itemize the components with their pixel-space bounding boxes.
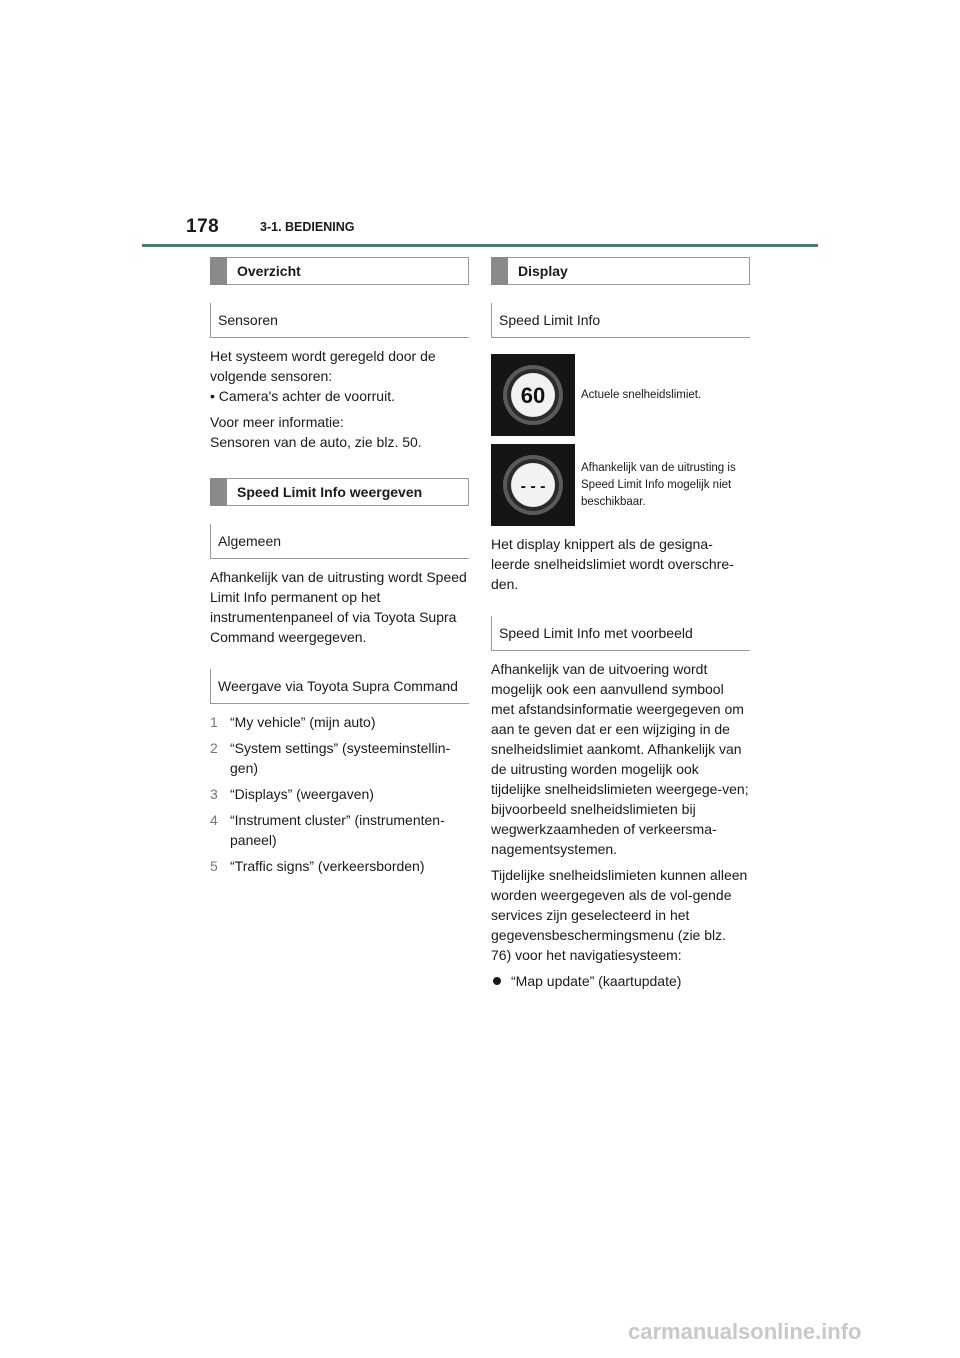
sli-heading-box	[210, 478, 469, 506]
example-text-1: Afhankelijk van de uitvoering wordt mogelijk ook een aanvullend symbool met afstandsinformatie weergegeven om aan te geven dat er een wijziging in de snelheidslimiet aankomt. Afhankelijk van de uitrusting worden mogelijk ook tijdelijke snelheidslimieten weergege-ven; bijvoorbeeld snelheidslimieten bij wegwerkzaamheden of verkeersma-nagementsystemen.	[491, 661, 749, 857]
speed-limit-figure	[491, 354, 750, 436]
step-number: 3	[210, 786, 218, 802]
example-text-2: Tijdelijke snelheidslimieten kunnen alleen worden weergegeven als de vol-gende services zijn geselecteerd in het gegevensbeschermingsmenu (zie blz. 76) voor het navigatiesysteem:	[491, 867, 748, 963]
step-number: 2	[210, 740, 218, 756]
sign-value: - - -	[520, 478, 546, 495]
step-item	[210, 712, 469, 732]
speed-limit-sign-image	[491, 354, 575, 436]
step-item	[210, 856, 469, 876]
sensors-bullet: • Camera's achter de voorruit.	[210, 388, 395, 404]
right-column	[491, 257, 750, 991]
blink-text: Het display knippert als de gesigna-leerde snelheidslimiet wordt overschre-den.	[491, 536, 734, 592]
general-heading: Algemeen	[210, 524, 469, 559]
example-heading: Speed Limit Info met voorbeeld	[491, 616, 750, 651]
header-rule	[142, 244, 818, 247]
step-item	[210, 784, 469, 804]
display-heading-box	[491, 257, 750, 285]
general-text: Afhankelijk van de uitrusting wordt Speed Limit Info permanent op het instrumentenpaneel of via Toyota Supra Command weergegeven.	[210, 569, 467, 645]
heading-tab	[210, 257, 227, 285]
more-info-line-2: Sensoren van de auto, zie blz. 50.	[210, 434, 422, 450]
speed-limit-unavailable-icon	[501, 453, 565, 517]
sensors-heading: Sensoren	[210, 303, 469, 338]
left-column	[210, 257, 469, 882]
display-heading: Display	[518, 263, 568, 279]
watermark: carmanualsonline.info	[628, 1319, 862, 1344]
sli-subheading: Speed Limit Info	[491, 303, 750, 338]
step-text: “My vehicle” (mijn auto)	[230, 714, 376, 730]
overview-heading-box	[210, 257, 469, 285]
step-number: 5	[210, 858, 218, 874]
sensors-intro: Het systeem wordt geregeld door de volgende sensoren:	[210, 348, 436, 384]
more-info-line-1: Voor meer informatie:	[210, 414, 344, 430]
section-title: 3-1. BEDIENING	[260, 220, 355, 234]
figure-caption: Afhankelijk van de uitrusting is Speed Limit Info mogelijk niet beschikbaar.	[581, 461, 736, 508]
sign-value: 60	[520, 383, 546, 408]
bullet-dot-icon	[493, 977, 501, 985]
page-number: 178	[186, 216, 220, 237]
speed-limit-60-icon	[501, 363, 565, 427]
step-number: 1	[210, 714, 218, 730]
sli-heading: Speed Limit Info weergeven	[237, 484, 423, 500]
map-update-bullet	[491, 971, 750, 991]
via-heading: Weergave via Toyota Supra Command	[210, 669, 469, 704]
speed-limit-sign-image	[491, 444, 575, 526]
step-text: “Displays” (weergaven)	[230, 786, 374, 802]
map-update-text: “Map update” (kaartupdate)	[511, 973, 682, 989]
step-text: “System settings” (systeeminstellin-gen)	[230, 740, 451, 776]
step-item	[210, 738, 469, 778]
figure-caption: Actuele snelheidslimiet.	[581, 388, 702, 401]
heading-tab	[210, 478, 227, 506]
step-text: “Traffic signs” (verkeersborden)	[230, 858, 425, 874]
step-item	[210, 810, 469, 850]
speed-limit-figure	[491, 444, 750, 526]
heading-tab	[491, 257, 508, 285]
step-text: “Instrument cluster” (instrumenten-paneel)	[230, 812, 445, 848]
overview-heading: Overzicht	[237, 263, 301, 279]
step-number: 4	[210, 812, 218, 828]
